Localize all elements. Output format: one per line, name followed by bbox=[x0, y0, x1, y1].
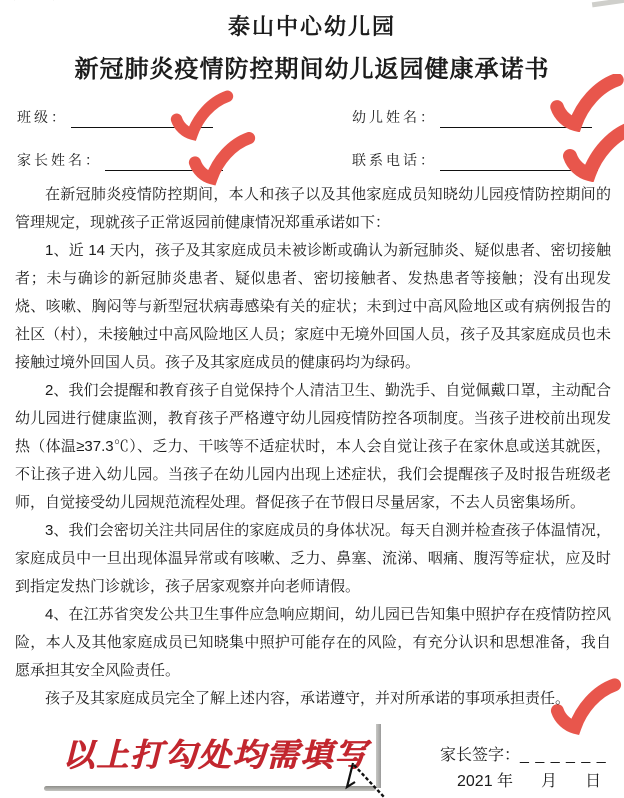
clause-2-paragraph: 2、我们会提醒和教育孩子自觉保持个人清洁卫生、勤洗手、自觉佩戴口罩，主动配合幼儿园进行健康监测，教育孩子严格遵守幼儿园疫情防控各项制度。当孩子进校前出现发热（体温≥37.3℃）、乏力、干咳等不适症状时，本人会自觉让孩子在家休息或送其就医，不让孩子进入幼儿园。当孩子在幼儿园内出现上述症状，我们会提醒孩子及时报告班级老师，自觉接受幼儿园规范流程处理。督促孩子在节假日尽量居家，不去人员密集场所。 bbox=[15, 382, 611, 511]
page-title: 泰山中心幼儿园 bbox=[227, 14, 396, 39]
parent-signature-label: 家长签字： bbox=[440, 747, 521, 764]
red-checkmark-icon bbox=[562, 122, 624, 182]
clause-1-paragraph: 1、近 14 天内，孩子及其家庭成员未被诊断或确认为新冠肺炎、疑似患者、密切接触者；未与确诊的新冠肺炎患者、疑似患者、密切接触者、发热患者等接触；没有出现发烧、咳嗽、胸闷等与新型冠状病毒感染有关的症状；未到过中高风险地区或有病例报告的社区（村），未接触过中高风险地区人员；家庭中无境外回国人员，孩子及其家庭成员也未接触过境外回国人员。孩子及其家庭成员的健康码均为绿码。 bbox=[15, 242, 611, 371]
closing-paragraph: 孩子及其家庭成员完全了解上述内容，承诺遵守，并对所承诺的事项承担责任。 bbox=[45, 690, 571, 707]
child-name-field-label: 幼儿姓名： bbox=[352, 110, 437, 126]
notice-text: 以上打勾处均需填写 bbox=[62, 736, 369, 774]
date-year: 2021 年 bbox=[457, 773, 514, 790]
parent-signature-row bbox=[440, 742, 607, 765]
clause-3-paragraph: 3、我们会密切关注共同居住的家庭成员的身体状况。每天自测并检查孩子体温情况，家庭成员中一旦出现体温异常或有咳嗽、乏力、鼻塞、流涕、咽痛、腹泻等症状，应及时到指定发热门诊就诊，孩子居家观察并向老师请假。 bbox=[15, 522, 611, 595]
parent-name-field-label: 家长姓名： bbox=[17, 153, 102, 169]
notice-box bbox=[44, 720, 384, 795]
date-month: 月 bbox=[541, 773, 558, 790]
phone-field-label: 联系电话： bbox=[352, 153, 437, 169]
clause-4-paragraph: 4、在江苏省突发公共卫生事件应急响应期间，幼儿园已告知集中照护存在疫情防控风险，本人及其他家庭成员已知晓集中照护可能存在的风险，有充分认识和思想准备，我自愿承担其安全风险责任。 bbox=[15, 606, 611, 679]
intro-paragraph: 在新冠肺炎疫情防控期间，本人和孩子以及其他家庭成员知晓幼儿园疫情防控期间的管理规定，现就孩子正常返园前健康情况郑重承诺如下： bbox=[15, 186, 611, 231]
parent-signature-blank-line[interactable]: _ _ _ _ _ _ bbox=[520, 747, 607, 764]
class-field-label: 班级： bbox=[17, 110, 68, 126]
scan-artifact-top-right bbox=[592, 0, 624, 7]
red-checkmark-icon bbox=[188, 132, 256, 186]
notice-box-bottom-border bbox=[44, 786, 376, 791]
page-subtitle: 新冠肺炎疫情防控期间幼儿返园健康承诺书 bbox=[74, 56, 550, 83]
date-day: 日 bbox=[585, 773, 602, 790]
cursor-arrow-icon bbox=[344, 762, 386, 798]
date-row bbox=[457, 768, 601, 791]
body-text bbox=[15, 181, 611, 713]
